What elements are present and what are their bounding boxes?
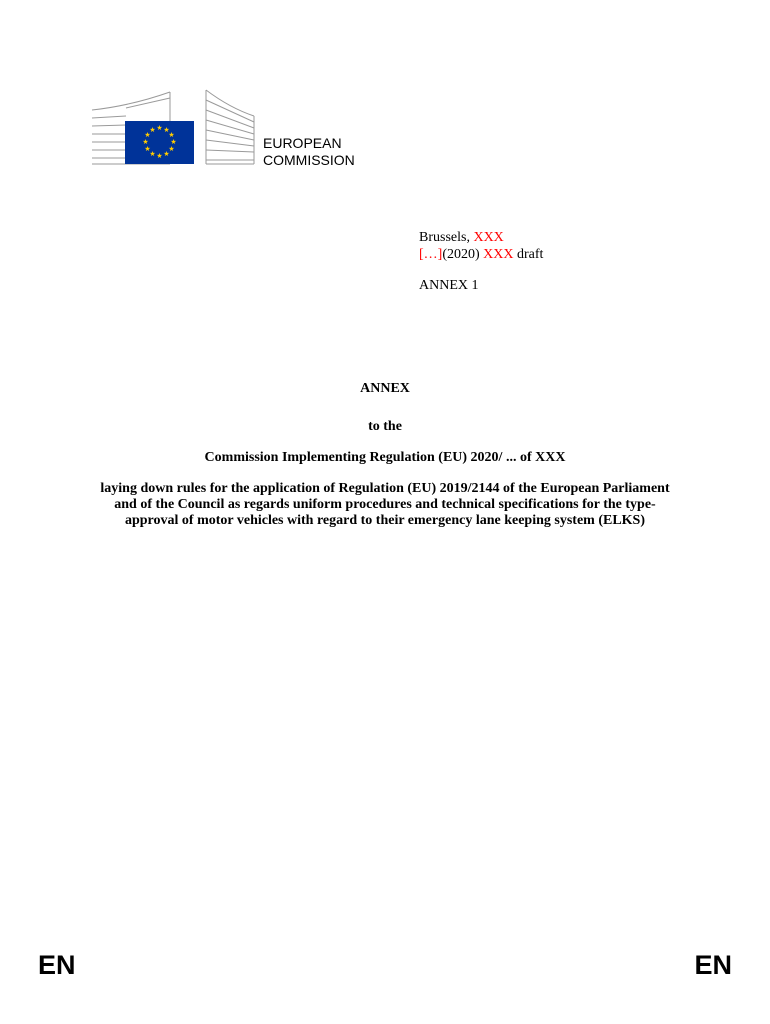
svg-text:★: ★ [149,150,156,158]
svg-text:★: ★ [156,124,163,132]
ref-year: (2020) [442,247,484,262]
org-line-2: COMMISSION [263,152,355,168]
svg-text:★: ★ [149,126,156,134]
title-regulation: Commission Implementing Regulation (EU) 2020/ ... of XXX [204,450,566,465]
title-to-the: to the [368,419,402,434]
svg-text:★: ★ [168,131,175,139]
org-line-1: EUROPEAN [263,135,342,151]
svg-text:★: ★ [144,145,151,153]
organization-name [263,135,355,169]
ref-suffix: draft [513,247,544,262]
svg-text:★: ★ [168,145,175,153]
reference-line [419,246,543,263]
document-title [95,381,675,529]
ref-placeholder: XXX [483,247,514,262]
svg-text:★: ★ [144,131,151,139]
svg-text:★: ★ [142,138,149,146]
date-placeholder: XXX [473,230,504,245]
svg-text:★: ★ [156,152,163,160]
svg-text:★: ★ [170,138,177,146]
eu-flag-icon [125,121,194,164]
svg-text:★: ★ [163,150,170,158]
language-code-right: EN [694,950,732,980]
svg-text:★: ★ [163,126,170,134]
european-commission-logo [90,88,258,168]
document-meta [419,229,543,294]
annex-number: ANNEX 1 [419,278,479,293]
title-annex: ANNEX [360,381,410,396]
city: Brussels, [419,230,474,245]
title-description: laying down rules for the application of Regulation (EU) 2019/2144 of the European Parliament and of the Council as regards uniform procedures and technical specifications for the type-approval of motor vehicles with regard to their emergency lane keeping system (ELKS) [100,481,670,528]
language-code-left: EN [38,950,76,980]
place-date-line [419,229,543,246]
ref-prefix: […] [419,247,443,262]
